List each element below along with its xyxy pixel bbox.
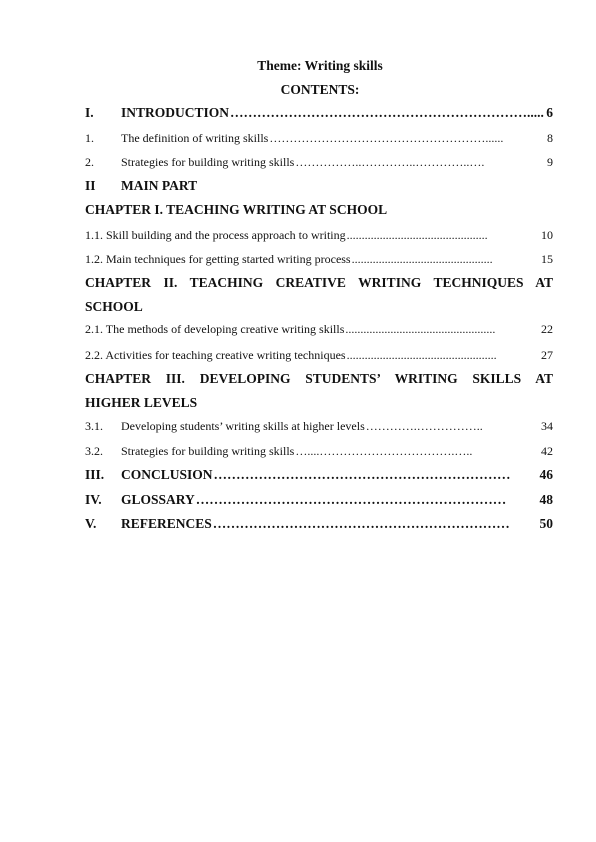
toc-entry-text: Developing students’ writing skills at higher levels (121, 419, 365, 433)
toc-entry-page: 22 (541, 322, 553, 336)
toc-entry-text: CONCLUSION (121, 467, 213, 482)
toc-entry-number: 3.2. (85, 444, 103, 458)
toc-entry-page: 6 (546, 105, 553, 120)
toc-entry-text: The definition of writing skills (121, 131, 269, 145)
toc-entry-leader: ............................................... (346, 228, 488, 242)
toc-entry-text: Strategies for building writing skills (121, 155, 295, 169)
toc-entry-leader: ………………………………………………………… (213, 467, 511, 482)
toc-entry-page: 34 (541, 419, 553, 433)
toc-entry-main-part (85, 177, 553, 195)
toc-entry-page: 50 (539, 516, 553, 531)
toc-entry-number: I. (85, 105, 94, 120)
toc-entry-leader: .................................................. (345, 322, 496, 336)
chapter-heading-line: CHAPTER I. TEACHING WRITING AT SCHOOL (85, 202, 388, 217)
toc-entry-leader: ………………………………………………...... (269, 131, 504, 145)
toc-entry-leader: ............................................... (351, 252, 493, 266)
chapter-heading-1 (85, 198, 553, 222)
toc-entry-leader: ………………………………………………………… (212, 516, 510, 531)
toc-entry-text: 2.2. Activities for teaching creative writing techniques (85, 348, 346, 362)
toc-entry-3-2 (85, 442, 553, 460)
chapter-heading-line: HIGHER LEVELS (85, 395, 198, 410)
toc-entry-number: IV. (85, 492, 102, 507)
toc-entry-text: REFERENCES (121, 516, 212, 531)
toc-entry-2-1 (85, 320, 553, 338)
chapter-heading-2 (85, 271, 553, 319)
contents-label: CONTENTS: (280, 82, 360, 97)
toc-entry-text: INTRODUCTION (121, 105, 230, 120)
toc-entry-leader: .................................................. (346, 348, 497, 362)
toc-entry-page: 10 (541, 228, 553, 242)
toc-entry-page: 48 (539, 492, 553, 507)
toc-entry-leader: …....…………………………….….. (295, 444, 473, 458)
toc-entry-number: II (85, 178, 96, 193)
toc-entry-leader: ……………..…………..…………..…. (295, 155, 485, 169)
toc-entry-definition (85, 129, 553, 147)
toc-entry-leader: ………….…………….. (365, 419, 483, 433)
toc-entry-text: 1.1. Skill building and the process approach to writing (85, 228, 346, 242)
toc-entry-page: 15 (541, 252, 553, 266)
toc-entry-text: Strategies for building writing skills (121, 444, 295, 458)
toc-entry-page: 46 (539, 467, 553, 482)
chapter-heading-line: CHAPTER II. TEACHING CREATIVE WRITING TECHNIQUES AT (85, 275, 553, 290)
chapter-heading-line: CHAPTER III. DEVELOPING STUDENTS’ WRITING SKILLS AT (85, 371, 553, 386)
toc-entry-leader: …………………………………………………………..... (230, 105, 544, 120)
document-title: Theme: Writing skills (257, 58, 383, 73)
toc-entry-2-2 (85, 346, 553, 364)
toc-entry-number: III. (85, 467, 105, 482)
toc-entry-1-1 (85, 226, 553, 244)
toc-entry-text: 1.2. Main techniques for getting started writing process (85, 252, 351, 266)
toc-entry-text: MAIN PART (121, 178, 198, 193)
toc-entry-leader: …………………………………………………………… (195, 492, 507, 507)
toc-entry-page: 27 (541, 348, 553, 362)
toc-entry-strategies (85, 153, 553, 171)
toc-entry-number: 3.1. (85, 419, 103, 433)
toc-entry-number: 2. (85, 155, 94, 169)
chapter-heading-line: SCHOOL (85, 299, 143, 314)
toc-entry-1-2 (85, 250, 553, 268)
toc-entry-text: GLOSSARY (121, 492, 195, 507)
toc-entry-introduction (85, 104, 553, 122)
toc-entry-page: 8 (547, 131, 553, 145)
toc-entry-number: V. (85, 516, 97, 531)
toc-entry-number: 1. (85, 131, 94, 145)
toc-entry-text: 2.1. The methods of developing creative writing skills (85, 322, 345, 336)
toc-entry-page: 9 (547, 155, 553, 169)
toc-entry-3-1 (85, 417, 553, 435)
toc-entry-conclusion (85, 466, 553, 484)
toc-entry-page: 42 (541, 444, 553, 458)
toc-entry-references (85, 515, 553, 533)
toc-entry-glossary (85, 491, 553, 509)
chapter-heading-3 (85, 367, 553, 415)
